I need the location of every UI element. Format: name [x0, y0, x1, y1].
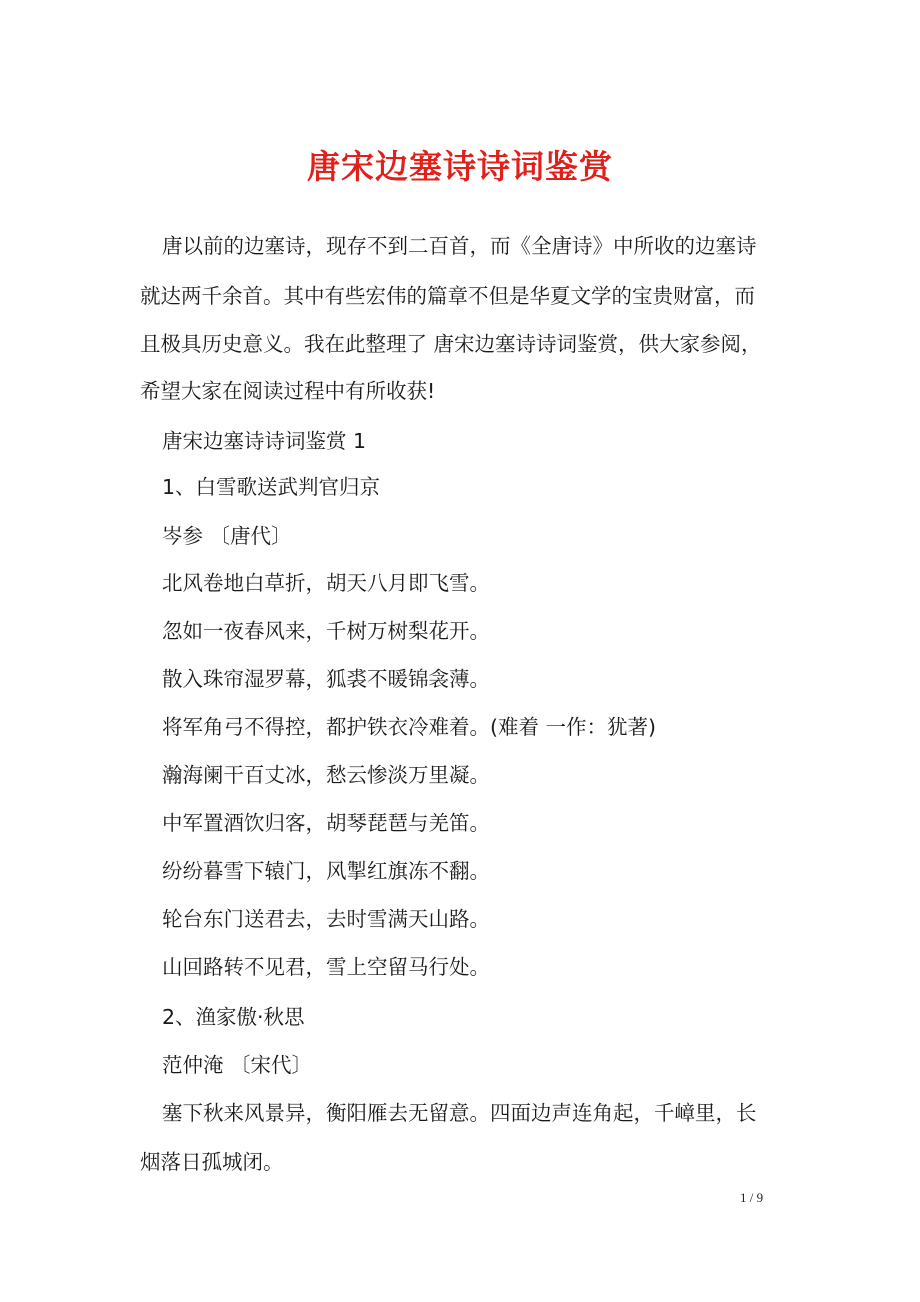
poem1-line-5: 瀚海阑干百丈冰，愁云惨淡万里凝。 — [162, 763, 490, 787]
poem1-title: 1、白雪歌送武判官归京 — [162, 475, 381, 499]
intro-line-4: 希望大家在阅读过程中有所收获! — [140, 379, 436, 403]
poem1-line-3: 散入珠帘湿罗幕，狐裘不暖锦衾薄。 — [162, 667, 490, 691]
section-heading: 唐宋边塞诗诗词鉴赏 1 — [162, 429, 367, 453]
intro-line-1: 唐以前的边塞诗，现存不到二百首，而《全唐诗》中所收的边塞诗 — [162, 234, 757, 258]
poem1-line-2: 忽如一夜春风来，千树万树梨花开。 — [162, 619, 490, 643]
page-number: 1 / 9 — [740, 1190, 764, 1205]
poem1-line-1: 北风卷地白草折，胡天八月即飞雪。 — [162, 571, 490, 595]
poem1-author: 岑参 〔唐代〕 — [162, 524, 292, 548]
poem1-line-7: 纷纷暮雪下辕门，风掣红旗冻不翻。 — [162, 859, 490, 883]
poem2-title: 2、渔家傲·秋思 — [162, 1005, 305, 1029]
poem1-line-6: 中军置酒饮归客，胡琴琵琶与羌笛。 — [162, 811, 490, 835]
poem2-author: 范仲淹 〔宋代〕 — [162, 1053, 313, 1077]
poem2-line-2: 烟落日孤城闭。 — [140, 1150, 284, 1174]
intro-line-3: 且极具历史意义。我在此整理了 唐宋边塞诗诗词鉴赏，供大家参阅， — [140, 332, 762, 356]
document-title: 唐宋边塞诗诗词鉴赏 — [307, 147, 613, 186]
poem1-line-8: 轮台东门送君去，去时雪满天山路。 — [162, 907, 490, 931]
poem1-line-4: 将军角弓不得控，都护铁衣冷难着。(难着 一作：犹著) — [162, 715, 657, 739]
intro-line-2: 就达两千余首。其中有些宏伟的篇章不但是华夏文学的宝贵财富，而 — [140, 284, 755, 308]
poem2-line-1: 塞下秋来风景异，衡阳雁去无留意。四面边声连角起，千嶂里，长 — [162, 1101, 757, 1125]
poem1-line-9: 山回路转不见君，雪上空留马行处。 — [162, 955, 490, 979]
